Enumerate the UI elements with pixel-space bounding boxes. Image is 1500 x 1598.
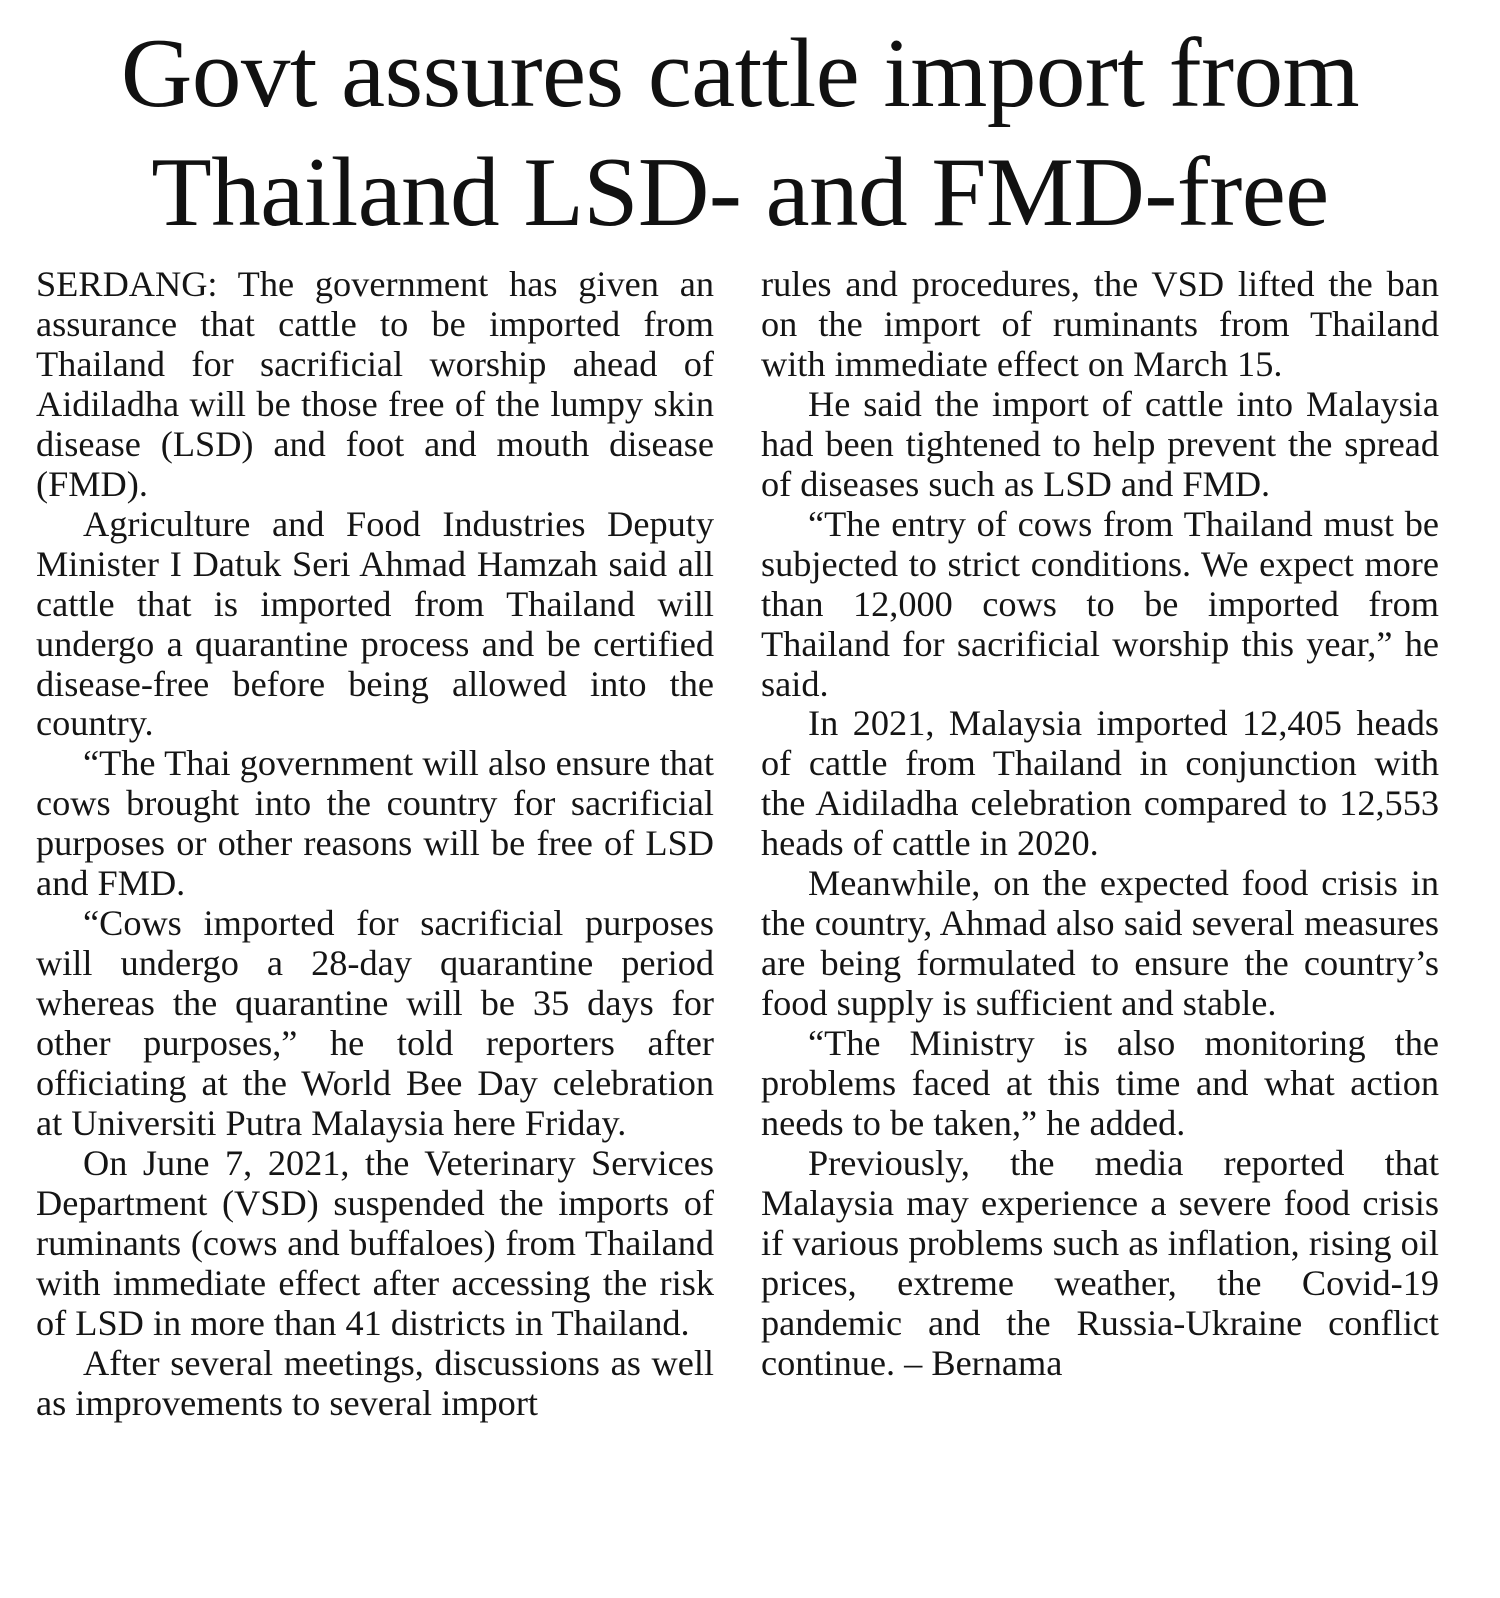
paragraph: On June 7, 2021, the Veterinary Services Department (VSD) suspended the imports of ruminants (cows and buffaloes) from Thailand with immediate effect after accessing the risk of LSD in more than 41 districts in Thailand. bbox=[36, 1142, 714, 1343]
headline-line-1: Govt assures cattle import from bbox=[120, 19, 1360, 128]
paragraph: In 2021, Malaysia imported 12,405 heads of cattle from Thailand in conjunction with the Aidiladha celebration compared to 12,553 heads of cattle in 2020. bbox=[761, 703, 1439, 864]
paragraph: “The Thai government will also ensure that cows brought into the country for sacrificial purposes or other reasons will be free of LSD and FMD. bbox=[36, 743, 714, 904]
paragraph: Agriculture and Food Industries Deputy Minister I Datuk Seri Ahmad Hamzah said all cattle that is imported from Thailand will undergo a quarantine process and be certified disease-free before being allowed into the country. bbox=[36, 503, 714, 744]
paragraph: After several meetings, discussions as well as improvements to several import bbox=[36, 1342, 714, 1423]
paragraph: “The entry of cows from Thailand must be subjected to strict conditions. We expect more than 12,000 cows to be imported from Thailand for sacrificial worship this year,” he said. bbox=[761, 503, 1439, 704]
body-column-right bbox=[761, 265, 1439, 1384]
paragraph: Meanwhile, on the expected food crisis in the country, Ahmad also said several measures are being formulated to ensure the country’s food supply is sufficient and stable. bbox=[761, 863, 1439, 1024]
paragraph-lede: SERDANG: The government has given an assurance that cattle to be imported from Thailand for sacrificial worship ahead of Aidiladha will be those free of the lumpy skin disease (LSD) and foot and mouth disease (FMD). bbox=[36, 264, 714, 504]
paragraph: “Cows imported for sacrificial purposes will undergo a 28-day quarantine period whereas the quarantine will be 35 days for other purposes,” he told reporters after officiating at the World Bee Day celebration at Universiti Putra Malaysia here Friday. bbox=[36, 903, 714, 1144]
paragraph-closing: Previously, the media reported that Malaysia may experience a severe food crisis if various problems such as inflation, rising oil prices, extreme weather, the Covid-19 pandemic and the Russia-Ukraine conflict continue. – Bernama bbox=[761, 1142, 1439, 1383]
paragraph: He said the import of cattle into Malaysia had been tightened to help prevent the spread of diseases such as LSD and FMD. bbox=[761, 383, 1439, 504]
paragraph: “The Ministry is also monitoring the problems faced at this time and what action needs to be taken,” he added. bbox=[761, 1023, 1439, 1144]
body-column-left bbox=[36, 265, 714, 1424]
headline-line-2: Thailand LSD- and FMD-free bbox=[151, 138, 1329, 247]
paragraph-continued: rules and procedures, the VSD lifted the ban on the import of ruminants from Thailand with immediate effect on March 15. bbox=[761, 264, 1439, 384]
article-headline bbox=[20, 14, 1460, 252]
